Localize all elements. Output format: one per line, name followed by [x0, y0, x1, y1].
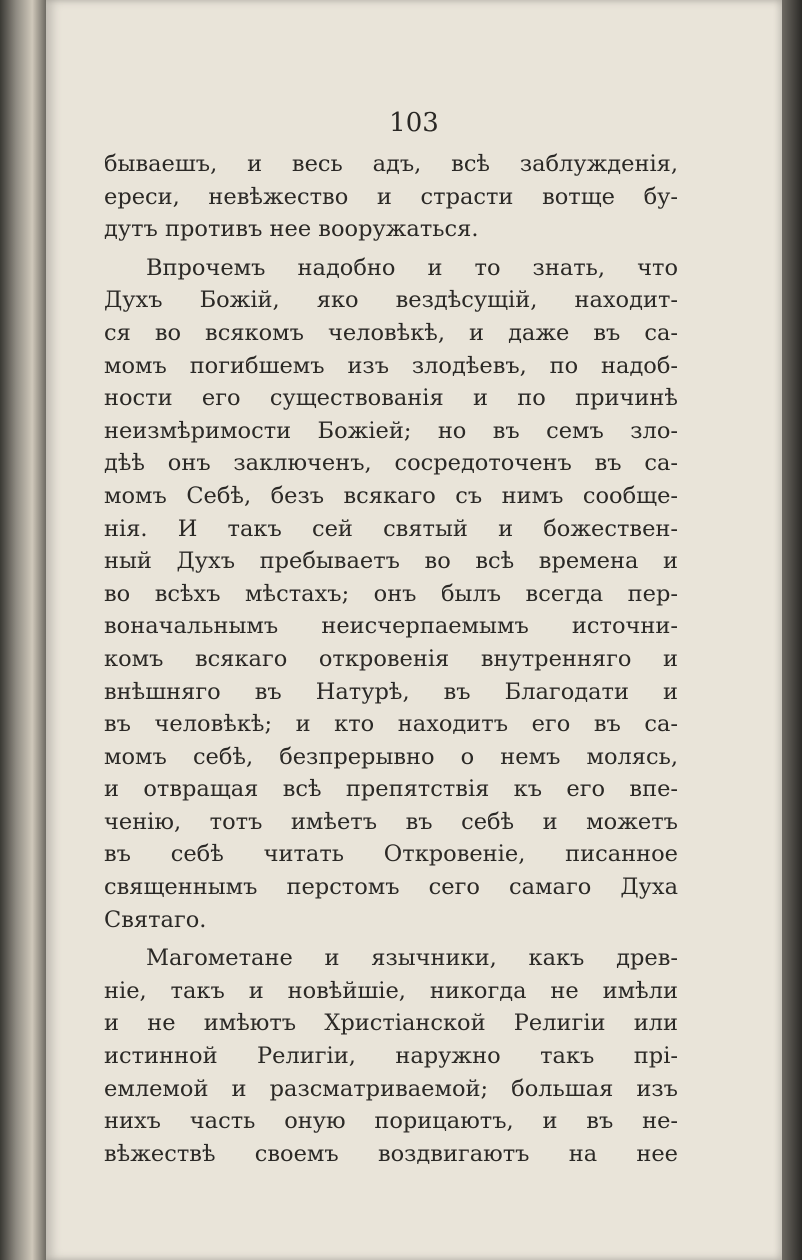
- text-line: нія. И такъ сей святый и божествен-: [104, 515, 678, 542]
- text-line: бываешъ, и весь адъ, всѣ заблужденія,: [104, 151, 678, 177]
- text-line: внѣшняго въ Натурѣ, въ Благодати и: [104, 678, 678, 705]
- text-line: момъ Себѣ, безъ всякаго съ нимъ сообще-: [104, 482, 678, 509]
- text-line: въ человѣкѣ; и кто находитъ его въ са-: [104, 711, 678, 738]
- text-line: въ себѣ читать Откровеніе, писанное: [104, 841, 678, 868]
- text-line: комъ всякаго откровенія внутренняго и: [104, 645, 678, 672]
- paragraph: [104, 148, 678, 246]
- page-edge: [782, 0, 802, 1260]
- book-page: [46, 0, 782, 1260]
- text-line: дѣѣ онъ заключенъ, сосредоточенъ въ са-: [104, 450, 678, 477]
- text-line: воначальнымъ неисчерпаемымъ источни-: [104, 613, 678, 640]
- text-line: момъ погибшемъ изъ злодѣевъ, по надоб-: [104, 352, 678, 379]
- paragraph: [104, 252, 678, 936]
- text-line: ный Духъ пребываетъ во всѣ времена и: [104, 548, 678, 575]
- page-number: 103: [389, 108, 439, 138]
- text-line: ности его существованія и по причинѣ: [104, 385, 678, 412]
- text-line: нихъ часть оную порицаютъ, и въ не-: [104, 1108, 678, 1135]
- text-line: дутъ противъ нее вооружаться.: [104, 216, 479, 243]
- text-line: Магометане и язычники, какъ древ-: [146, 945, 678, 972]
- text-line: во всѣхъ мѣстахъ; онъ былъ всегда пер-: [104, 580, 678, 607]
- text-line: неизмѣримости Божіей; но въ семъ зло-: [104, 417, 678, 444]
- text-line: момъ себѣ, безпрерывно о немъ молясь,: [104, 743, 678, 770]
- text-line: ніе, такъ и новѣйшіе, никогда не имѣли: [104, 977, 678, 1004]
- text-line: истинной Религіи, наружно такъ прі-: [104, 1043, 678, 1070]
- text-line: емлемой и разсматриваемой; большая изъ: [104, 1075, 678, 1102]
- text-line: Впрочемъ надобно и то знать, что: [146, 254, 678, 281]
- text-line: и не имѣютъ Христіанской Религіи или: [104, 1010, 678, 1037]
- text-line: ся во всякомъ человѣкѣ, и даже въ са-: [104, 319, 678, 346]
- paragraph: [104, 942, 678, 1170]
- text-line: ченію, тотъ имѣетъ въ себѣ и можетъ: [104, 808, 678, 835]
- text-line: вѣжествѣ своемъ воздвигаютъ на нее: [104, 1140, 678, 1167]
- text-line: Духъ Божій, яко вездѣсущій, находит-: [104, 287, 678, 314]
- book-spine: [0, 0, 46, 1260]
- text-line: Святаго.: [104, 906, 207, 933]
- text-line: священнымъ перстомъ сего самаго Духа: [104, 874, 678, 901]
- text-line: ереси, невѣжество и страсти вотще бу-: [104, 183, 678, 210]
- body-text: [104, 148, 678, 1170]
- text-line: и отвращая всѣ препятствія къ его впе-: [104, 776, 678, 803]
